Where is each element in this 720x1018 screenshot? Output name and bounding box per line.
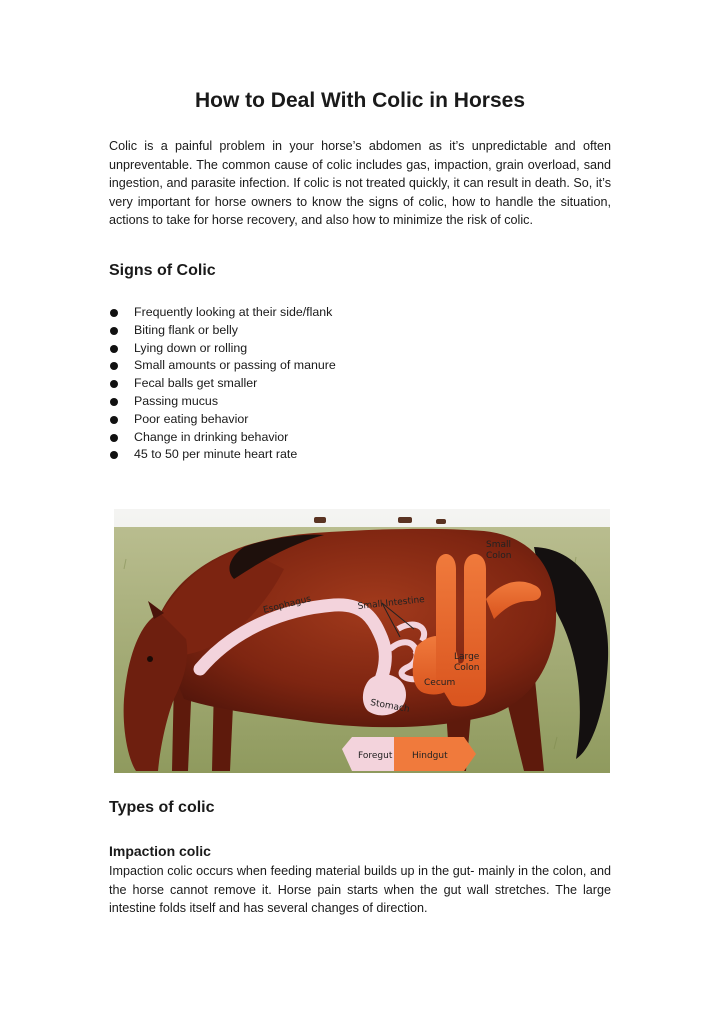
horse-eye <box>147 656 153 662</box>
horse-digestive-illustration <box>114 509 610 773</box>
list-item: Biting flank or belly <box>109 322 611 340</box>
list-item: Change in drinking behavior <box>109 429 611 447</box>
list-item: Fecal balls get smaller <box>109 375 611 393</box>
label-hindgut: Hindgut <box>412 751 448 761</box>
signs-list <box>109 304 611 464</box>
bullet-icon <box>110 451 118 459</box>
list-item: Passing mucus <box>109 393 611 411</box>
bullet-icon <box>110 309 118 317</box>
types-heading: Types of colic <box>109 799 215 816</box>
label-cecum: Cecum <box>424 678 456 688</box>
list-item: Small amounts or passing of manure <box>109 357 611 375</box>
bullet-icon <box>110 345 118 353</box>
impaction-heading: Impaction colic <box>109 843 211 859</box>
label-small-intestine: Small Intestine <box>357 595 426 612</box>
label-small-colon-1: Small <box>486 540 511 550</box>
list-item: Poor eating behavior <box>109 411 611 429</box>
page-title: How to Deal With Colic in Horses <box>194 89 525 112</box>
signs-heading: Signs of Colic <box>109 262 216 279</box>
bullet-icon <box>110 380 118 388</box>
horse-diagram-svg <box>114 509 610 773</box>
label-esophagus: Esophagus <box>262 594 313 616</box>
list-item: Lying down or rolling <box>109 340 611 358</box>
label-large-colon-2: Colon <box>454 663 480 673</box>
impaction-paragraph: Impaction colic occurs when feeding material builds up in the gut- mainly in the colon, and the horse cannot remove it. Horse pain starts when the gut wall stretches. The large intestine folds itself and has several changes of direction. <box>109 864 611 915</box>
bullet-icon <box>110 327 118 335</box>
label-large-colon-1: Large <box>454 652 480 662</box>
label-stomach: Stomach <box>369 698 411 715</box>
label-small-colon-2: Colon <box>486 551 512 561</box>
list-item: Frequently looking at their side/flank <box>109 304 611 322</box>
list-item: 45 to 50 per minute heart rate <box>109 446 611 464</box>
bullet-icon <box>110 362 118 370</box>
bullet-icon <box>110 416 118 424</box>
label-foregut: Foregut <box>358 751 393 761</box>
intro-paragraph: Colic is a painful problem in your horse’s abdomen as it’s unpredictable and often unpreventable. The common cause of colic includes gas, impaction, grain overload, sand ingestion, and parasite infection. If colic is not treated quickly, it can result in death. So, it’s very important for horse owners to know the signs of colic, how to handle the situation, actions to take for horse recovery, and also how to minimize the risk of colic. <box>109 139 611 227</box>
bullet-icon <box>110 398 118 406</box>
bullet-icon <box>110 434 118 442</box>
